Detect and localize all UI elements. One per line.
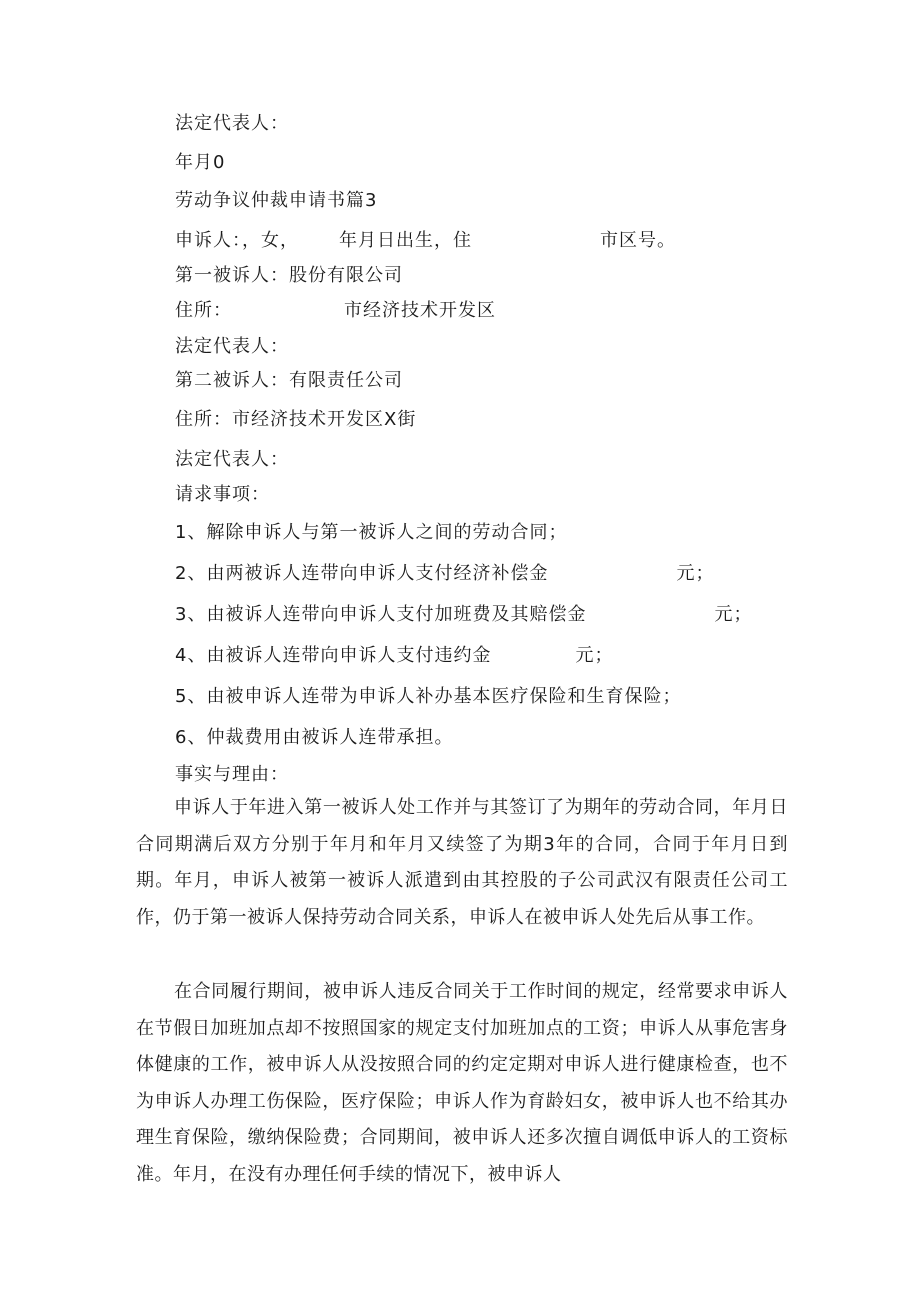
first-address-label: 住所：	[175, 300, 232, 321]
facts-paragraph: 申诉人于年进入第一被诉人处工作并与其签订了为期年的劳动合同，年月日合同期满后双方分别于年月和年月又续签了为期3年的合同，合同于年月日到期。年月，申诉人被第一被诉人派遣到由其控股的子公司武汉有限责任公司工作，仍于第一被诉人保持劳动合同关系，申诉人在被申诉人处先后从事工作。	[136, 797, 788, 928]
request-item	[175, 603, 752, 627]
applicant-birth-residence: 年月日出生，住	[339, 230, 472, 251]
request-text: 1、解除申诉人与第一被诉人之间的劳动合同；	[175, 522, 568, 543]
facts-paragraph: 在合同履行期间，被申诉人违反合同关于工作时间的规定，经常要求申诉人在节假日加班加点却不按照国家的规定支付加班加点的工资；申诉人从事危害身体健康的工作，被申诉人从没按照合同的约定定期对申诉人进行健康检查，也不为申诉人办理工伤保险，医疗保险；申诉人作为育龄妇女，被申诉人也不给其办理生育保险，缴纳保险费；合同期间，被申诉人还多次擅自调低申诉人的工资标准。年月，在没有办理任何手续的情况下，被申诉人	[136, 981, 788, 1185]
first-legal-representative-line: 法定代表人：	[175, 336, 289, 357]
request-amount-unit: 元；	[575, 645, 614, 666]
facts-heading: 事实与理由：	[175, 764, 289, 785]
second-respondent-line: 第二被诉人：有限责任公司	[175, 370, 403, 391]
applicant-name-gender: 申诉人：，女，	[175, 230, 299, 251]
first-respondent-line: 第一被诉人：股份有限公司	[175, 265, 403, 286]
request-text: 2、由两被诉人连带向申诉人支付经济补偿金	[175, 563, 549, 584]
date-line: 年月0	[175, 152, 226, 173]
request-text: 6、仲裁费用由被诉人连带承担。	[175, 727, 454, 748]
request-item	[175, 562, 714, 586]
applicant-address: 市区号。	[600, 230, 676, 251]
second-legal-representative-line: 法定代表人：	[175, 449, 289, 470]
request-item	[175, 521, 567, 545]
section-title: 劳动争议仲裁申请书篇3	[175, 190, 378, 211]
request-item	[175, 644, 613, 668]
applicant-line	[175, 229, 676, 253]
request-text: 5、由被申诉人连带为申诉人补办基本医疗保险和生育保险；	[175, 686, 682, 707]
second-respondent-address-line: 住所：市经济技术开发区X街	[175, 409, 417, 430]
request-text: 3、由被诉人连带向申诉人支付加班费及其赔偿金	[175, 604, 587, 625]
requests-heading: 请求事项：	[175, 484, 270, 505]
request-item	[175, 726, 453, 750]
request-item	[175, 685, 681, 709]
first-respondent-address-line	[175, 299, 496, 323]
request-text: 4、由被诉人连带向申诉人支付违约金	[175, 645, 492, 666]
legal-representative-line: 法定代表人：	[175, 113, 289, 134]
first-address-value: 市经济技术开发区	[344, 300, 496, 321]
request-amount-unit: 元；	[714, 604, 753, 625]
request-amount-unit: 元；	[676, 563, 715, 584]
